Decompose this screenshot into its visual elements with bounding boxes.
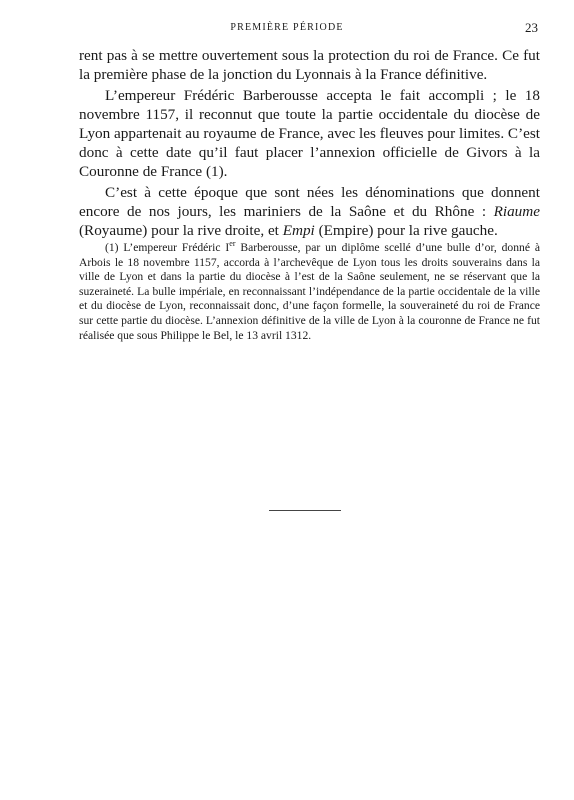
- paragraph-3: [79, 183, 540, 240]
- paragraph-3-text-b: (Royaume) pour la rive droite, et: [79, 222, 283, 239]
- paragraph-3-text-c: (Empire) pour la rive gauche.: [314, 222, 498, 239]
- footnote-text: Barberousse, par un diplôme scellé d’une bulle d’or, donné à Arbois le 18 novembre 1157, accorda à l’archevêque de Lyon tous les droits souverains dans la ville de Lyon et dans la partie du diocèse à l’est de la Saône seulement, ne se réservant que la suzeraineté. La bulle impériale, en reconnaissant l’indépendance de la partie occidentale de la ville et du diocèse de Lyon, reconnaissait donc, d’une façon formelle, la souveraineté du roi de France sur cette partie du diocèse. L’annexion définitive de la ville de Lyon à la couronne de France ne fut réalisée que sous Philippe le Bel, le 13 avril 1312.: [79, 241, 540, 342]
- footnote-superscript: er: [229, 239, 236, 249]
- footnote-lead: (1) L’empereur Frédéric I: [105, 241, 230, 254]
- paragraph-2: L’empereur Frédéric Barberousse accepta le fait accompli ; le 18 novembre 1157, il reconnut que toute la partie occidentale du diocèse de Lyon appartenait au royaume de France, avec les fleuves pour limites. C’est donc à cette date qu’il faut placer l’annexion officielle de Givors à la Couronne de France (1).: [79, 87, 540, 180]
- paragraph-1: rent pas à se mettre ouvertement sous la protection du roi de France. Ce fut la première phase de la jonction du Lyonnais à la France définitive.: [79, 47, 540, 83]
- end-rule: [269, 510, 341, 511]
- body-text: [79, 46, 540, 240]
- term-riaume: Riaume: [493, 203, 540, 220]
- running-head: PREMIÈRE PÉRIODE: [230, 22, 344, 33]
- term-empi: Empi: [282, 222, 315, 239]
- paragraph-3-text-a: C’est à cette époque que sont nées les dénominations que donnent encore de nos jours, les mariniers de la Saône et du Rhône :: [79, 184, 540, 220]
- page-number: 23: [525, 20, 538, 35]
- footnote: [79, 241, 540, 343]
